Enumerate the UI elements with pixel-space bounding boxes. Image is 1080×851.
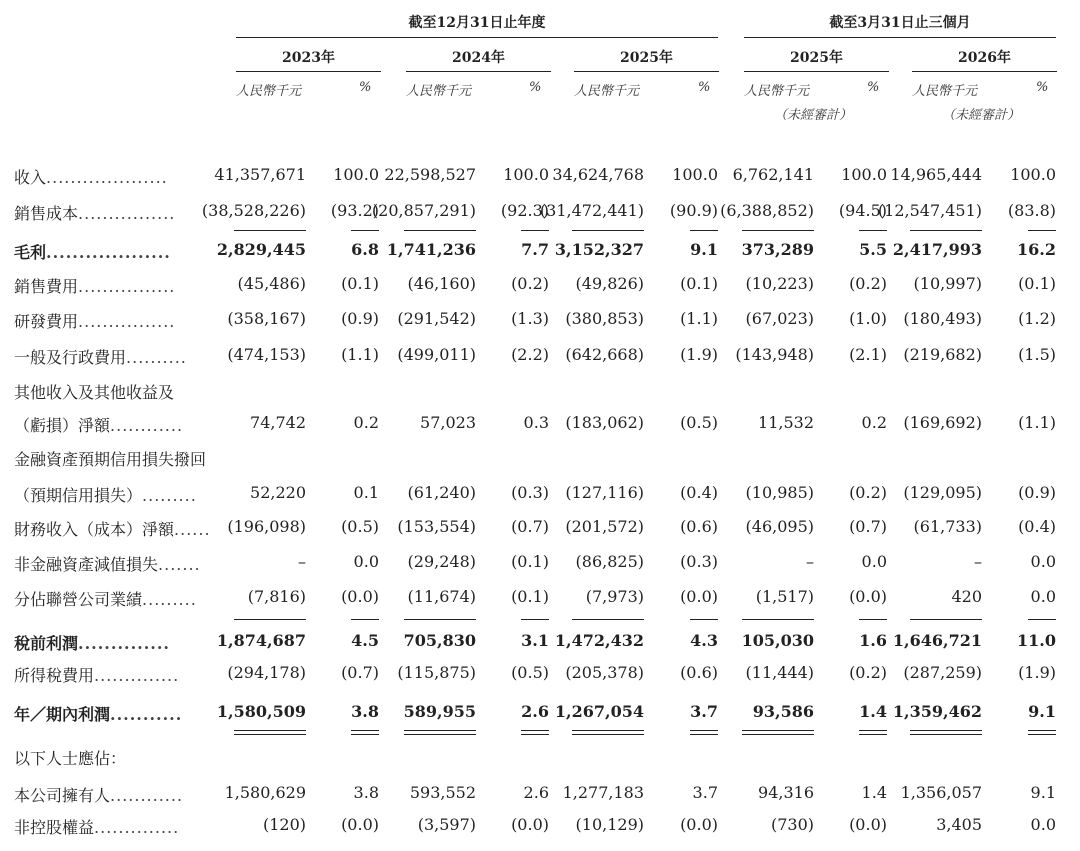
total-underline xyxy=(234,230,306,231)
cell-percent: (0.3) xyxy=(511,483,549,502)
cell-amount: (10,129) xyxy=(575,815,644,834)
cell-amount: (46,160) xyxy=(407,274,476,293)
cell-amount: 1,277,183 xyxy=(562,783,644,802)
total-underline xyxy=(521,730,549,731)
row-label xyxy=(14,702,182,725)
cell-percent: 5.5 xyxy=(859,240,887,259)
column-year: 2025年 xyxy=(790,50,843,66)
cell-amount: 22,598,527 xyxy=(384,165,476,184)
cell-percent: (2.2) xyxy=(511,345,549,364)
cell-amount: (10,223) xyxy=(745,274,814,293)
cell-percent: (0.7) xyxy=(849,517,887,536)
cell-percent: (1.9) xyxy=(680,345,718,364)
cell-percent: (1.3) xyxy=(511,309,549,328)
leader-dots: ................ xyxy=(78,204,176,223)
cell-amount: (29,248) xyxy=(407,552,476,571)
cell-amount: 589,955 xyxy=(403,702,476,721)
cell-amount: 105,030 xyxy=(741,631,814,650)
cell-amount: (201,572) xyxy=(565,517,644,536)
cell-amount: 11,532 xyxy=(758,413,814,432)
total-underline xyxy=(521,734,549,735)
cell-percent: 9.1 xyxy=(1030,783,1056,802)
cell-percent: (0.0) xyxy=(341,587,379,606)
cell-percent: 0.0 xyxy=(1030,815,1056,834)
cell-percent: (92.3) xyxy=(500,201,549,220)
row-label-text: 分佔聯營公司業績 xyxy=(14,590,143,609)
total-underline xyxy=(1028,619,1056,620)
rule-annual xyxy=(236,37,718,38)
leader-dots: ........... xyxy=(110,705,183,724)
column-pct: % xyxy=(867,80,880,95)
row-label xyxy=(14,165,168,188)
cell-amount: (183,062) xyxy=(565,413,644,432)
cell-percent: 11.0 xyxy=(1017,631,1056,650)
leader-dots: .......... xyxy=(126,348,187,367)
cell-amount: (49,826) xyxy=(575,274,644,293)
row-label xyxy=(14,517,211,540)
cell-amount: (287,259) xyxy=(903,663,982,682)
cell-percent: (2.1) xyxy=(849,345,887,364)
row-label xyxy=(14,783,183,806)
cell-percent: 3.8 xyxy=(351,702,379,721)
leader-dots: ...... xyxy=(174,520,211,539)
cell-amount: 1,646,721 xyxy=(892,631,982,650)
cell-percent: 0.2 xyxy=(861,413,887,432)
cell-amount: (45,486) xyxy=(237,274,306,293)
cell-percent: (0.1) xyxy=(341,274,379,293)
row-label xyxy=(14,587,197,610)
total-underline xyxy=(234,619,306,620)
cell-percent: (1.1) xyxy=(680,309,718,328)
total-underline xyxy=(234,734,306,735)
column-unit: 人民幣千元 xyxy=(406,84,472,99)
cell-amount: (143,948) xyxy=(735,345,814,364)
leader-dots: ............ xyxy=(110,416,184,435)
total-underline xyxy=(404,230,476,231)
total-underline xyxy=(351,730,379,731)
leader-dots: .................... xyxy=(46,168,168,187)
row-label-text: 銷售費用 xyxy=(14,277,79,296)
column-year: 2026年 xyxy=(958,50,1011,66)
total-underline xyxy=(521,230,549,231)
cell-amount: (3,597) xyxy=(417,815,476,834)
cell-percent: (0.1) xyxy=(511,587,549,606)
column-rule xyxy=(574,71,719,72)
cell-amount: 1,359,462 xyxy=(892,702,982,721)
cell-amount: (153,554) xyxy=(397,517,476,536)
leader-dots: ................ xyxy=(78,277,176,296)
cell-amount: 705,830 xyxy=(403,631,476,650)
row-label xyxy=(14,483,197,506)
cell-percent: (0.9) xyxy=(341,309,379,328)
cell-percent: 100.0 xyxy=(333,165,379,184)
row-label-text: 年／期內利潤 xyxy=(14,705,111,724)
cell-percent: 0.0 xyxy=(1030,552,1056,571)
leader-dots: ................... xyxy=(46,243,171,262)
column-note: （未經審計） xyxy=(774,108,853,123)
cell-percent: (0.1) xyxy=(680,274,718,293)
total-underline xyxy=(351,230,379,231)
cell-amount: (7,816) xyxy=(247,587,306,606)
cell-percent: (0.6) xyxy=(680,663,718,682)
total-underline xyxy=(910,734,982,735)
total-underline xyxy=(234,730,306,731)
total-underline xyxy=(404,619,476,620)
total-underline xyxy=(1028,734,1056,735)
cell-percent: 100.0 xyxy=(503,165,549,184)
row-label-text: 金融資產預期信用損失撥回 xyxy=(14,450,207,469)
cell-percent: (0.9) xyxy=(1018,483,1056,502)
row-label xyxy=(14,447,206,470)
cell-percent: (0.0) xyxy=(849,587,887,606)
cell-amount: 2,417,993 xyxy=(892,240,982,259)
cell-amount: 52,220 xyxy=(250,483,306,502)
row-label-text: 研發費用 xyxy=(14,312,79,331)
leader-dots: ......... xyxy=(142,486,197,505)
cell-percent: (0.1) xyxy=(511,552,549,571)
cell-amount: 3,152,327 xyxy=(554,240,644,259)
cell-amount: 94,316 xyxy=(758,783,814,802)
cell-amount: 34,624,768 xyxy=(552,165,644,184)
total-underline xyxy=(1028,730,1056,731)
column-unit: 人民幣千元 xyxy=(574,84,640,99)
cell-percent: 1.6 xyxy=(859,631,887,650)
cell-percent: 100.0 xyxy=(1010,165,1056,184)
cell-percent: (0.5) xyxy=(341,517,379,536)
cell-amount: (10,985) xyxy=(745,483,814,502)
column-unit: 人民幣千元 xyxy=(912,84,978,99)
row-label xyxy=(14,663,179,686)
column-year: 2025年 xyxy=(620,50,673,66)
total-underline xyxy=(859,734,887,735)
cell-amount: – xyxy=(974,552,982,571)
total-underline xyxy=(910,730,982,731)
cell-amount: (129,095) xyxy=(903,483,982,502)
cell-percent: (0.4) xyxy=(680,483,718,502)
cell-amount: (115,875) xyxy=(397,663,476,682)
cell-amount: (61,733) xyxy=(913,517,982,536)
cell-amount: 593,552 xyxy=(409,783,476,802)
cell-amount: 93,586 xyxy=(752,702,814,721)
cell-percent: (0.7) xyxy=(341,663,379,682)
cell-percent: (1.1) xyxy=(1018,413,1056,432)
row-label-text: 所得稅費用 xyxy=(14,666,95,685)
row-label xyxy=(14,309,175,332)
cell-amount: 74,742 xyxy=(250,413,306,432)
cell-amount: (196,098) xyxy=(227,517,306,536)
row-label xyxy=(14,815,179,838)
cell-amount: (642,668) xyxy=(565,345,644,364)
cell-amount: 1,267,054 xyxy=(554,702,644,721)
total-underline xyxy=(910,230,982,231)
cell-percent: (1.1) xyxy=(341,345,379,364)
cell-amount: 1,874,687 xyxy=(216,631,306,650)
total-underline xyxy=(742,730,814,731)
cell-percent: (0.4) xyxy=(1018,517,1056,536)
cell-amount: (67,023) xyxy=(745,309,814,328)
cell-percent: (0.3) xyxy=(680,552,718,571)
row-label-text: 收入 xyxy=(14,168,47,187)
cell-percent: (1.2) xyxy=(1018,309,1056,328)
cell-percent: 7.7 xyxy=(521,240,549,259)
cell-amount: 420 xyxy=(951,587,982,606)
total-underline xyxy=(910,619,982,620)
column-year: 2023年 xyxy=(282,50,335,66)
cell-percent: 0.1 xyxy=(353,483,379,502)
cell-percent: (0.6) xyxy=(680,517,718,536)
cell-percent: 0.3 xyxy=(523,413,549,432)
row-label-text: 非金融資產減值損失 xyxy=(14,555,159,574)
cell-percent: 3.7 xyxy=(690,702,718,721)
rule-quarter xyxy=(744,37,1056,38)
total-underline xyxy=(1028,230,1056,231)
cell-percent: (90.9) xyxy=(669,201,718,220)
cell-amount: (11,444) xyxy=(745,663,814,682)
cell-amount: (127,116) xyxy=(565,483,644,502)
cell-percent: (0.7) xyxy=(511,517,549,536)
cell-amount: (86,825) xyxy=(575,552,644,571)
cell-amount: 6,762,141 xyxy=(732,165,814,184)
cell-percent: (0.2) xyxy=(849,663,887,682)
leader-dots: ................ xyxy=(78,312,176,331)
cell-percent: 1.4 xyxy=(859,702,887,721)
cell-percent: (0.0) xyxy=(680,587,718,606)
cell-amount: 373,289 xyxy=(741,240,814,259)
cell-percent: 9.1 xyxy=(1028,702,1056,721)
row-label xyxy=(14,746,126,769)
column-rule xyxy=(744,71,889,72)
total-underline xyxy=(690,619,718,620)
cell-percent: 0.0 xyxy=(353,552,379,571)
leader-dots: .............. xyxy=(94,818,180,837)
cell-amount: (12,547,451) xyxy=(877,201,982,220)
cell-percent: 100.0 xyxy=(841,165,887,184)
cell-percent: (83.8) xyxy=(1007,201,1056,220)
cell-amount: (20,857,291) xyxy=(371,201,476,220)
cell-percent: (0.5) xyxy=(680,413,718,432)
leader-dots: .............. xyxy=(78,634,170,653)
cell-percent: (0.0) xyxy=(511,815,549,834)
total-underline xyxy=(572,619,644,620)
total-underline xyxy=(351,734,379,735)
cell-amount: 41,357,671 xyxy=(214,165,306,184)
column-unit: 人民幣千元 xyxy=(744,84,810,99)
cell-percent: (0.2) xyxy=(849,483,887,502)
leader-dots: ....... xyxy=(158,555,201,574)
cell-amount: (31,472,441) xyxy=(539,201,644,220)
cell-percent: (0.0) xyxy=(849,815,887,834)
row-label xyxy=(14,240,171,263)
cell-amount: (499,011) xyxy=(397,345,476,364)
cell-amount: 57,023 xyxy=(420,413,476,432)
cell-percent: (1.5) xyxy=(1018,345,1056,364)
total-underline xyxy=(859,619,887,620)
cell-percent: 2.6 xyxy=(523,783,549,802)
cell-amount: (169,692) xyxy=(903,413,982,432)
cell-amount: (291,542) xyxy=(397,309,476,328)
cell-amount: (120) xyxy=(262,815,306,834)
total-underline xyxy=(404,734,476,735)
cell-percent: (0.0) xyxy=(680,815,718,834)
column-rule xyxy=(406,71,551,72)
total-underline xyxy=(404,730,476,731)
cell-amount: (38,528,226) xyxy=(201,201,306,220)
row-label-text: （虧損）淨額 xyxy=(14,416,111,435)
total-underline xyxy=(742,619,814,620)
cell-percent: (1.9) xyxy=(1018,663,1056,682)
column-pct: % xyxy=(529,80,542,95)
total-underline xyxy=(690,230,718,231)
total-underline xyxy=(742,734,814,735)
row-label xyxy=(14,631,170,654)
leader-dots: .............. xyxy=(94,666,180,685)
row-label-text: 稅前利潤 xyxy=(14,634,79,653)
total-underline xyxy=(572,734,644,735)
cell-percent: (0.0) xyxy=(341,815,379,834)
cell-percent: 4.5 xyxy=(351,631,379,650)
cell-amount: (180,493) xyxy=(903,309,982,328)
cell-amount: 3,405 xyxy=(936,815,982,834)
column-note: （未經審計） xyxy=(942,108,1021,123)
leader-dots: ......... xyxy=(142,590,197,609)
column-year: 2024年 xyxy=(452,50,505,66)
cell-percent: (0.2) xyxy=(511,274,549,293)
cell-amount: (1,517) xyxy=(755,587,814,606)
leader-dots: ............ xyxy=(110,786,184,805)
cell-percent: 9.1 xyxy=(690,240,718,259)
column-pct: % xyxy=(1036,80,1049,95)
cell-amount: 1,472,432 xyxy=(554,631,644,650)
column-rule xyxy=(236,71,381,72)
cell-amount: (11,674) xyxy=(407,587,476,606)
cell-percent: 2.6 xyxy=(521,702,549,721)
cell-percent: 4.3 xyxy=(690,631,718,650)
cell-amount: (730) xyxy=(770,815,814,834)
column-pct: % xyxy=(359,80,372,95)
cell-amount: (6,388,852) xyxy=(720,201,814,220)
cell-percent: 100.0 xyxy=(672,165,718,184)
cell-amount: – xyxy=(806,552,814,571)
row-label xyxy=(14,552,201,575)
total-underline xyxy=(521,619,549,620)
row-label-text: 其他收入及其他收益及 xyxy=(14,383,175,402)
row-label-text: 本公司擁有人 xyxy=(14,786,111,805)
cell-amount: (380,853) xyxy=(565,309,644,328)
row-label xyxy=(14,345,187,368)
total-underline xyxy=(351,619,379,620)
column-unit: 人民幣千元 xyxy=(236,84,302,99)
row-label-text: 一般及行政費用 xyxy=(14,348,127,367)
cell-percent: (1.0) xyxy=(849,309,887,328)
cell-amount: 2,829,445 xyxy=(216,240,306,259)
row-label xyxy=(14,274,175,297)
cell-amount: 1,580,509 xyxy=(216,702,306,721)
row-label-text: 財務收入（成本）淨額 xyxy=(14,520,175,539)
cell-amount: 1,741,236 xyxy=(386,240,476,259)
cell-amount: (46,095) xyxy=(745,517,814,536)
cell-amount: (358,167) xyxy=(227,309,306,328)
cell-percent: 0.2 xyxy=(353,413,379,432)
cell-percent: 3.8 xyxy=(353,783,379,802)
row-label xyxy=(14,201,175,224)
cell-amount: (205,378) xyxy=(565,663,644,682)
cell-amount: (474,153) xyxy=(227,345,306,364)
cell-percent: (94.5) xyxy=(838,201,887,220)
total-underline xyxy=(690,734,718,735)
cell-percent: (0.1) xyxy=(1018,274,1056,293)
cell-percent: 3.1 xyxy=(521,631,549,650)
cell-amount: (10,997) xyxy=(913,274,982,293)
total-underline xyxy=(690,730,718,731)
cell-amount: 1,356,057 xyxy=(900,783,982,802)
cell-percent: 3.7 xyxy=(692,783,718,802)
cell-amount: – xyxy=(298,552,306,571)
row-label xyxy=(14,413,183,436)
cell-amount: (294,178) xyxy=(227,663,306,682)
cell-percent: 0.0 xyxy=(1030,587,1056,606)
row-label-text: 以下人士應佔： xyxy=(14,749,127,768)
column-rule xyxy=(912,71,1057,72)
cell-percent: (0.5) xyxy=(511,663,549,682)
total-underline xyxy=(572,230,644,231)
cell-percent: (93.2) xyxy=(330,201,379,220)
column-pct: % xyxy=(698,80,711,95)
row-label-text: 銷售成本 xyxy=(14,204,79,223)
cell-percent: 16.2 xyxy=(1017,240,1056,259)
cell-percent: 1.4 xyxy=(861,783,887,802)
total-underline xyxy=(572,730,644,731)
cell-percent: 6.8 xyxy=(351,240,379,259)
header-annual: 截至12月31日止年度 xyxy=(408,15,546,31)
total-underline xyxy=(742,230,814,231)
cell-percent: (0.2) xyxy=(849,274,887,293)
row-label-text: （預期信用損失） xyxy=(14,486,143,505)
cell-amount: (7,973) xyxy=(585,587,644,606)
total-underline xyxy=(859,230,887,231)
cell-amount: 14,965,444 xyxy=(890,165,982,184)
total-underline xyxy=(859,730,887,731)
cell-percent: 0.0 xyxy=(861,552,887,571)
header-quarter: 截至3月31日止三個月 xyxy=(829,15,971,31)
cell-amount: (219,682) xyxy=(903,345,982,364)
cell-amount: 1,580,629 xyxy=(224,783,306,802)
cell-amount: (61,240) xyxy=(407,483,476,502)
row-label xyxy=(14,380,174,403)
row-label-text: 毛利 xyxy=(14,243,47,262)
row-label-text: 非控股權益 xyxy=(14,818,95,837)
